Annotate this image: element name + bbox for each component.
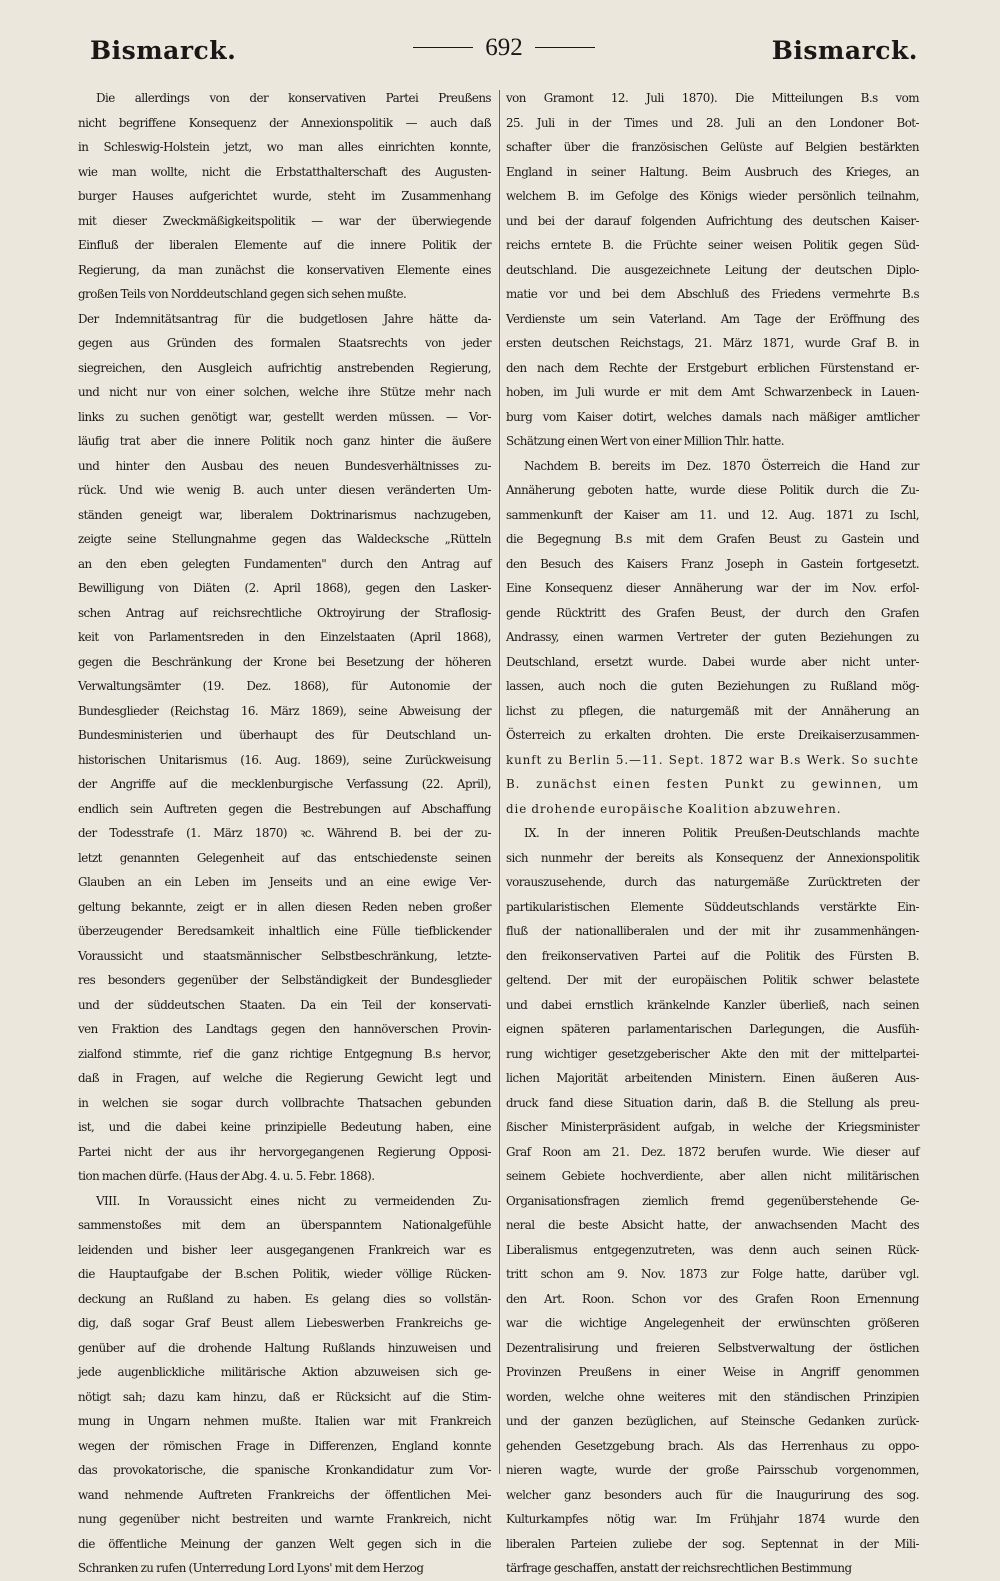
left-line: Schranken zu rufen (Unterredung Lord Lyons' mit dem Herzog xyxy=(78,1561,424,1575)
right-line: matie vor und bei dem Abschluß des Friedens vermehrte B.s xyxy=(506,287,919,301)
left-line: res besonders gegenüber der Selbständigkeit der Bundesglieder xyxy=(78,973,491,987)
right-line: seinem Gebiete hochverdiente, aber allen nicht militärischen xyxy=(506,1169,919,1183)
left-line: Der Indemnitätsantrag für die budgetlosen Jahre hätte da- xyxy=(78,311,491,326)
left-line: in Schleswig-Holstein jetzt, wo man alles einrichten konnte, xyxy=(78,140,491,154)
right-line: druck fand diese Situation darin, daß B. die Stellung als preu- xyxy=(506,1095,919,1110)
right-line: gehenden Gesetzgebung brach. Als das Herrenhaus zu oppo- xyxy=(506,1438,919,1453)
left-line: burger Hauses aufgerichtet wurde, steht im Zusammenhang xyxy=(78,189,491,203)
header-dash-left xyxy=(413,47,473,48)
right-line: worden, welche ohne weiteres mit den ständischen Prinzipien xyxy=(506,1389,919,1404)
right-line: geltend. Der mit der europäischen Politik schwer belastete xyxy=(506,973,919,987)
left-line: Bewilligung von Diäten (2. April 1868), gegen den Lasker- xyxy=(78,581,491,595)
right-line: und der ganzen bezüglichen, auf Steinsche Gedanken zurück- xyxy=(506,1414,919,1428)
right-line: Verdienste um sein Vaterland. Am Tage der Eröffnung des xyxy=(506,311,919,326)
left-line: die Hauptaufgabe der B.schen Politik, wieder völlige Rücken- xyxy=(78,1267,491,1281)
left-line: ständen geneigt war, liberalem Doktrinarismus nachzugeben, xyxy=(78,507,491,522)
left-line: genüber auf die drohende Haltung Rußlands hinzuweisen und xyxy=(78,1340,491,1355)
header-dash-right xyxy=(535,47,595,48)
left-line: an den eben gelegten Fundamenten" durch den Antrag auf xyxy=(78,556,491,571)
left-line: sammenstoßes mit dem an überspanntem Nationalgefühle xyxy=(78,1218,491,1232)
left-line: leidenden und bisher leer ausgegangenen Frankreich war es xyxy=(78,1242,491,1257)
right-line: Nachdem B. bereits im Dez. 1870 Österreich die Hand zur xyxy=(524,458,919,473)
right-line: vorauszusehende, durch das naturgemäße Zurücktreten der xyxy=(506,875,919,889)
left-line: die öffentliche Meinung der ganzen Welt gegen sich in die xyxy=(78,1536,491,1551)
column-divider xyxy=(499,90,500,1474)
right-line: eignen späteren parlamentarischen Darlegungen, die Ausfüh- xyxy=(506,1022,919,1036)
right-line: neral die beste Absicht hatte, der anwachsenden Macht des xyxy=(506,1218,919,1232)
left-line: dig, daß sogar Graf Beust allem Liebeswerben Frankreichs ge- xyxy=(78,1316,491,1330)
right-line: Kulturkampfes nötig war. Im Frühjahr 1874 wurde den xyxy=(506,1512,919,1526)
left-line: nicht begriffene Konsequenz der Annexionspolitik — auch daß xyxy=(78,115,491,130)
left-line: zialfond stimmte, rief die ganz richtige Entgegnung B.s hervor, xyxy=(78,1046,491,1061)
left-line: jede augenblickliche militärische Aktion abzuweisen sich ge- xyxy=(78,1365,491,1379)
left-line: gegen aus Gründen des formalen Staatsrechts von jeder xyxy=(78,336,491,350)
right-line: kunft zu Berlin 5.—11. Sept. 1872 war B.s Werk. So suchte xyxy=(506,752,919,767)
left-line: der Todesstrafe (1. März 1870) ꝛc. Während B. bei der zu- xyxy=(78,826,491,840)
right-line: gende Rücktritt des Grafen Beust, der durch den Grafen xyxy=(506,605,919,620)
right-line: ßischer Ministerpräsident aufgab, in welche der Kriegsminister xyxy=(506,1120,919,1134)
right-line: Provinzen Preußens in einer Weise in Angriff genommen xyxy=(506,1365,919,1379)
left-line: Bundesministerien und überhaupt des für Deutschland un- xyxy=(78,728,491,742)
left-line: mung in Ungarn nehmen mußte. Italien war mit Frankreich xyxy=(78,1414,491,1428)
left-line: keit von Parlamentsreden in den Einzelstaaten (April 1868), xyxy=(78,630,491,644)
right-line: nieren wagte, wurde der große Pairsschub vorgenommen, xyxy=(506,1463,919,1477)
right-line: die Begegnung B.s mit dem Grafen Beust zu Gastein und xyxy=(506,532,919,546)
left-line: endlich sein Auftreten gegen die Bestrebungen auf Abschaffung xyxy=(78,801,491,816)
right-line: England in seiner Haltung. Beim Ausbruch des Krieges, an xyxy=(506,164,919,179)
page-header xyxy=(90,30,918,74)
right-line: tritt schon am 9. Nov. 1873 zur Folge hatte, darüber vgl. xyxy=(506,1267,919,1281)
left-line: überzeugender Beredsamkeit inhaltlich eine Fülle tiefblickender xyxy=(78,924,491,938)
left-line: siegreichen, den Ausgleich aufrichtig anstrebenden Regierung, xyxy=(78,360,491,375)
right-line: partikularistischen Elemente Süddeutschlands verstärkte Ein- xyxy=(506,899,919,914)
left-line: historischen Unitarismus (16. Aug. 1869), seine Zurückweisung xyxy=(78,752,491,767)
right-line: den Art. Roon. Schon vor des Grafen Roon Ernennung xyxy=(506,1291,919,1306)
right-line: 25. Juli in der Times und 28. Juli an den Londoner Bot- xyxy=(506,115,919,130)
right-line: Organisationsfragen ziemlich fremd gegenüberstehende Ge- xyxy=(506,1193,919,1208)
left-line: läufig trat aber die innere Politik noch ganz hinter die äußere xyxy=(78,434,491,448)
right-line: deutschland. Die ausgezeichnete Leitung der deutschen Diplo- xyxy=(506,262,919,277)
right-line: schafter über die französischen Gelüste auf Belgien bestärkten xyxy=(506,140,919,154)
left-column xyxy=(78,86,491,1581)
right-line: und bei der darauf folgenden Aufrichtung des deutschen Kaiser- xyxy=(506,213,919,228)
left-line: in welchen sie sogar durch vollbrachte Thatsachen gebunden xyxy=(78,1095,491,1110)
right-column xyxy=(506,86,919,1581)
right-line: fluß der nationalliberalen und der mit ihr zusammenhängen- xyxy=(506,924,919,938)
right-line: Deutschland, ersetzt wurde. Dabei wurde aber nicht unter- xyxy=(506,654,919,669)
right-line: B. zunächst einen festen Punkt zu gewinnen, um xyxy=(506,777,919,791)
right-line: lassen, auch noch die guten Beziehungen zu Rußland mög- xyxy=(506,679,919,693)
right-line: burg vom Kaiser dotirt, welches damals nach mäßiger amtlicher xyxy=(506,409,919,424)
right-line: war die wichtige Angelegenheit der erwünschten größeren xyxy=(506,1316,919,1330)
left-line: gegen die Beschränkung der Krone bei Besetzung der höheren xyxy=(78,654,491,669)
right-line: Graf Roon am 21. Dez. 1872 berufen wurde. Wie dieser auf xyxy=(506,1144,919,1159)
left-line: schen Antrag auf reichsrechtliche Oktroyirung der Straflosig- xyxy=(78,605,491,620)
left-line: der Angriffe auf die mecklenburgische Verfassung (22. April), xyxy=(78,777,491,791)
right-line: Eine Konsequenz dieser Annäherung war der im Nov. erfol- xyxy=(506,581,919,595)
left-line: Voraussicht und staatsmännischer Selbstbeschränkung, letzte- xyxy=(78,948,491,963)
right-line: den nach dem Rechte der Erstgeburt erblichen Fürstenstand er- xyxy=(506,360,919,375)
right-line: liberalen Parteien zuliebe der sog. Septennat in der Mili- xyxy=(506,1536,919,1551)
left-line: Verwaltungsämter (19. Dez. 1868), für Autonomie der xyxy=(78,679,491,693)
left-line: Regierung, da man zunächst die konservativen Elemente eines xyxy=(78,262,491,277)
left-line: letzt genannten Gelegenheit auf das entschiedenste seinen xyxy=(78,850,491,865)
left-line: großen Teils von Norddeutschland gegen sich sehen mußte. xyxy=(78,287,407,301)
page-number: 692 xyxy=(485,34,523,61)
left-line: daß in Fragen, auf welche die Regierung Gewicht legt und xyxy=(78,1071,491,1085)
left-line: wand nehmende Auftreten Frankreichs der öffentlichen Mei- xyxy=(78,1487,491,1502)
right-line: den freikonservativen Partei auf die Politik des Fürsten B. xyxy=(506,948,919,963)
right-line: Dezentralisirung und freieren Selbstverwaltung der östlichen xyxy=(506,1340,919,1355)
left-line: nung gegenüber nicht bestreiten und warnte Frankreich, nicht xyxy=(78,1512,491,1526)
left-line: ist, und die dabei keine prinzipielle Bedeutung haben, eine xyxy=(78,1120,491,1134)
right-line: den Besuch des Kaisers Franz Joseph in Gastein fortgesetzt. xyxy=(506,556,919,571)
right-line: lichst zu pflegen, die naturgemäß mit der Annäherung an xyxy=(506,703,919,718)
left-line: ven Fraktion des Landtags gegen den hannöverschen Provin- xyxy=(78,1022,491,1036)
left-line: rück. Und wie wenig B. auch unter diesen veränderten Um- xyxy=(78,483,491,497)
running-head-left: Bismarck. xyxy=(90,36,237,65)
left-line: wie man wollte, nicht die Erbstatthalterschaft des Augusten- xyxy=(78,164,491,179)
left-line: Partei nicht der aus ihr hervorgegangenen Regierung Opposi- xyxy=(78,1144,491,1159)
running-head-right: Bismarck. xyxy=(771,36,918,65)
left-line: zeigte seine Stellungnahme gegen das Waldecksche „Rütteln xyxy=(78,532,491,546)
left-line: Die allerdings von der konservativen Partei Preußens xyxy=(96,91,491,105)
right-line: Österreich zu erkalten drohten. Die erste Dreikaiserzusammen- xyxy=(506,728,919,742)
left-line: mit dieser Zweckmäßigkeitspolitik — war der überwiegende xyxy=(78,213,491,228)
right-line: Schätzung einen Wert von einer Million Thlr. hatte. xyxy=(506,434,785,448)
right-line: sich nunmehr der bereits als Konsequenz der Annexionspolitik xyxy=(506,850,919,865)
left-line: nötigt sah; dazu kam hinzu, daß er Rücksicht auf die Stim- xyxy=(78,1389,491,1404)
right-line: hoben, im Juli wurde er mit dem Amt Schwarzenbeck in Lauen- xyxy=(506,385,919,399)
left-line: links zu suchen genötigt war, gestellt werden müssen. — Vor- xyxy=(78,409,491,424)
right-line: Annäherung geboten hatte, wurde diese Politik durch die Zu- xyxy=(506,483,919,497)
right-line: tärfrage geschaffen, anstatt der reichsrechtlichen Bestimmung xyxy=(506,1561,852,1575)
left-line: Glauben an ein Leben im Jenseits und an eine ewige Ver- xyxy=(78,875,491,889)
right-line: IX. In der inneren Politik Preußen-Deutschlands machte xyxy=(524,826,919,840)
left-line: tion machen dürfe. (Haus der Abg. 4. u. 5. Febr. 1868). xyxy=(78,1169,375,1183)
left-line: und nicht nur von einer solchen, welche ihre Stütze mehr nach xyxy=(78,385,491,399)
right-line: Liberalismus entgegenzutreten, was denn auch seinen Rück- xyxy=(506,1242,919,1257)
left-line: wegen der römischen Frage in Differenzen, England konnte xyxy=(78,1438,491,1453)
left-line: geltung bekannte, zeigt er in allen diesen Reden neben großer xyxy=(78,899,491,914)
left-line: Einfluß der liberalen Elemente auf die innere Politik der xyxy=(78,238,491,252)
right-line: von Gramont 12. Juli 1870). Die Mitteilungen B.s vom xyxy=(506,91,919,105)
left-line: VIII. In Voraussicht eines nicht zu vermeidenden Zu- xyxy=(96,1193,491,1208)
left-line: deckung an Rußland zu haben. Es gelang dies so vollstän- xyxy=(78,1291,491,1306)
right-line: die drohende europäische Koalition abzuwehren. xyxy=(506,801,842,816)
right-line: welcher ganz besonders auch für die Inaugurirung des sog. xyxy=(506,1487,919,1502)
right-line: reichs erntete B. die Früchte seiner weisen Politik gegen Süd- xyxy=(506,238,919,252)
right-line: rung wichtiger gesetzgeberischer Akte den mit der mittelpartei- xyxy=(506,1046,919,1061)
left-line: Bundesglieder (Reichstag 16. März 1869), seine Abweisung der xyxy=(78,703,491,718)
right-line: ersten deutschen Reichstags, 21. März 1871, wurde Graf B. in xyxy=(506,336,919,350)
text-columns xyxy=(78,86,940,1575)
right-line: lichen Majorität arbeitenden Ministern. Einen äußeren Aus- xyxy=(506,1071,919,1085)
right-line: welchem B. im Gefolge des Königs wieder persönlich teilnahm, xyxy=(506,189,919,203)
right-line: sammenkunft der Kaiser am 11. und 12. Aug. 1871 zu Ischl, xyxy=(506,507,919,522)
right-line: und dabei ernstlich kränkelnde Kanzler überließ, nach seinen xyxy=(506,997,919,1012)
left-line: und hinter den Ausbau des neuen Bundesverhältnisses zu- xyxy=(78,458,491,473)
left-line: das provokatorische, die spanische Kronkandidatur zum Vor- xyxy=(78,1463,491,1477)
left-line: und der süddeutschen Staaten. Da ein Teil der konservati- xyxy=(78,997,491,1012)
right-line: Andrassy, einen warmen Vertreter der guten Beziehungen zu xyxy=(506,630,919,644)
